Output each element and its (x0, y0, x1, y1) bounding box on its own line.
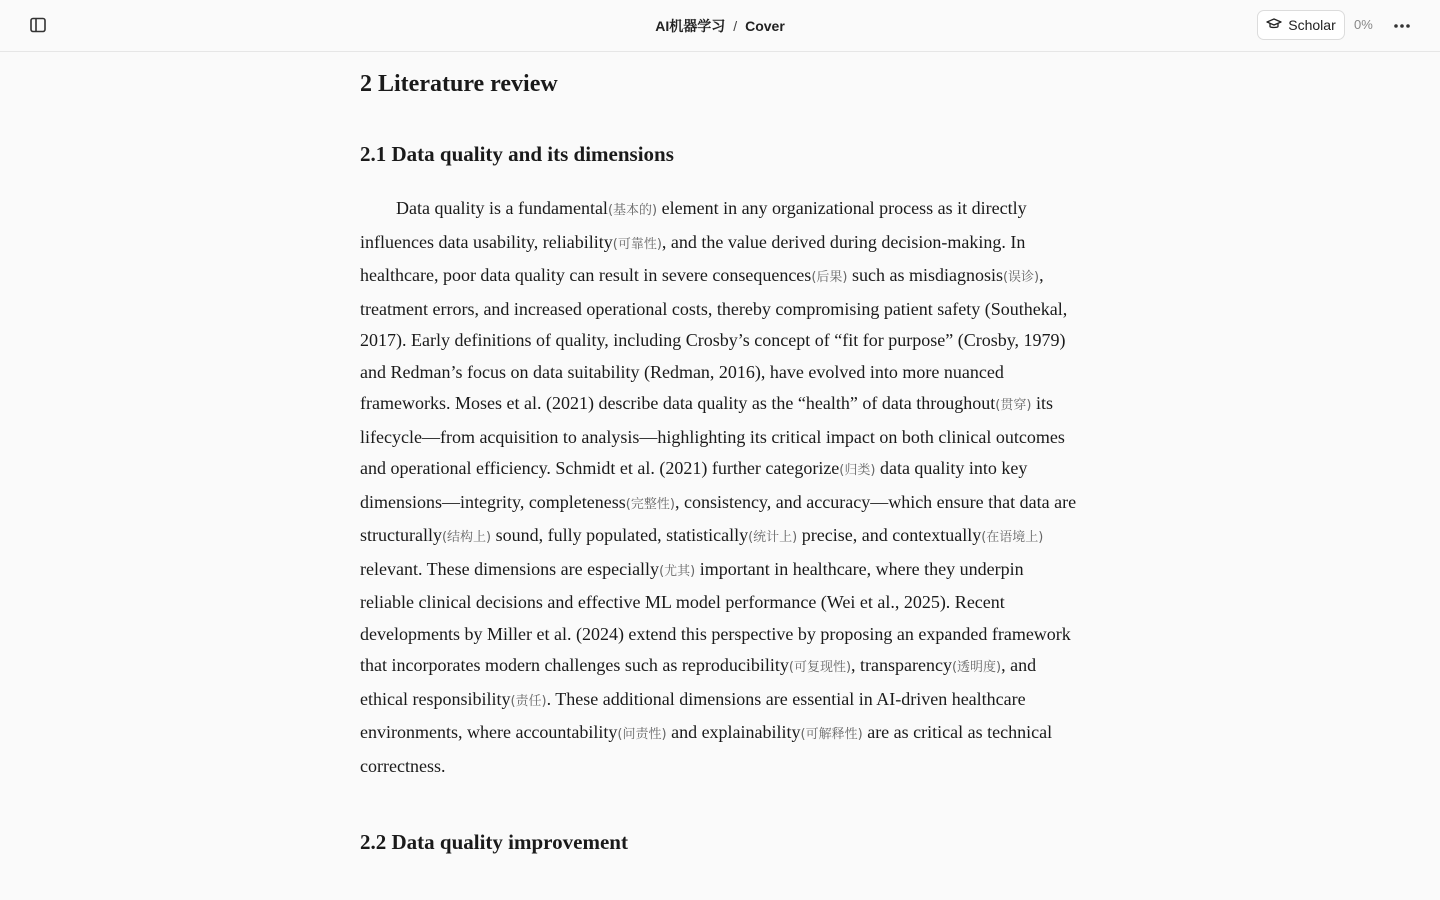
reading-progress: 0% (1354, 17, 1373, 32)
paragraph-text: precise, and contextually (797, 525, 982, 545)
translation-gloss[interactable]: (可复现性) (788, 660, 852, 675)
paragraph-text: , transparency (851, 655, 952, 675)
top-bar (0, 0, 1440, 52)
translation-gloss[interactable]: (可解释性) (800, 727, 863, 742)
paragraph-text: its lifecycle—from acquisition to analysis—highlighting its critical impact on both clinical outcomes and operational efficiency. Schmidt et al. (2021) further categorize (360, 393, 1065, 478)
paragraph-text: , consistency, and accuracy—which ensure that data are structurally (360, 491, 1077, 545)
section-heading-2-2: 2.2 Data quality improvement (360, 830, 628, 854)
breadcrumb (0, 16, 1440, 36)
breadcrumb-separator: / (733, 18, 738, 34)
translation-gloss[interactable]: (误诊) (1002, 270, 1040, 285)
paragraph-text: are as critical as technical correctness. (360, 722, 1053, 776)
more-horizontal-icon[interactable] (1391, 15, 1413, 37)
translation-gloss[interactable]: (统计上) (748, 530, 798, 545)
translation-gloss[interactable]: (归类) (839, 463, 876, 478)
section-heading-2-1: 2.1 Data quality and its dimensions (360, 142, 674, 166)
graduation-cap-icon (1266, 16, 1282, 35)
paragraph-text: relevant. These dimensions are especially (360, 558, 660, 579)
breadcrumb-page[interactable]: Cover (745, 18, 785, 34)
translation-gloss[interactable]: (后果) (811, 270, 848, 285)
paragraph-text: important in healthcare, where they underpin reliable clinical decisions and effective ML model performance (Wei et al., 2025). Recent developments by Miller et al. (2024) extend this perspective by proposing an expanded framework that incorporates modern challenges such as reproducibility (360, 558, 1071, 675)
translation-gloss[interactable]: (在语境上) (981, 530, 1044, 545)
scholar-label: Scholar (1288, 17, 1336, 33)
paragraph-text: element in any organizational process as it directly influences data usability, reliability (360, 198, 1027, 252)
paragraph-text: , and the value derived during decision-making. In healthcare, poor data quality can result in severe consequences (360, 231, 1026, 285)
paragraph-text: , treatment errors, and increased operational costs, thereby compromising patient safety (Southekal, 2017). Early definitions of quality, including Crosby’s concept of “fit for purpose” (Crosby, 1979) and Redman’s focus on data suitability (Redman, 2016), have evolved into more nuanced frameworks. Moses et al. (2021) describe data quality as the “health” of data throughout (360, 265, 1068, 413)
paragraph-text: . These additional dimensions are essential in AI-driven healthcare environments, where accountability (360, 688, 1026, 742)
translation-gloss[interactable]: (完整性) (625, 496, 675, 512)
translation-gloss[interactable]: (可靠性) (612, 236, 662, 252)
body-paragraph (360, 193, 1080, 782)
translation-gloss[interactable]: (透明度) (951, 660, 1002, 675)
paragraph-text: , and ethical responsibility (360, 655, 1037, 709)
paragraph-text: such as misdiagnosis (847, 265, 1003, 285)
translation-gloss[interactable]: (责任) (510, 693, 547, 709)
scholar-button[interactable] (1257, 10, 1345, 40)
translation-gloss[interactable]: (结构上) (441, 530, 492, 545)
paragraph-text: data quality into key dimensions—integrity, completeness (360, 458, 1028, 512)
paragraph-text: sound, fully populated, statistically (491, 525, 749, 545)
paragraph-text: and explainability (666, 722, 801, 742)
document-content (360, 52, 1080, 900)
translation-gloss[interactable]: (贯穿) (995, 398, 1032, 413)
breadcrumb-book[interactable]: AI机器学习 (655, 18, 726, 34)
paragraph-text: Data quality is a fundamental (396, 198, 608, 218)
translation-gloss[interactable]: (基本的) (607, 203, 658, 218)
translation-gloss[interactable]: (问责性) (617, 727, 667, 742)
translation-gloss[interactable]: (尤其) (659, 563, 696, 579)
chapter-heading: 2 Literature review (360, 71, 558, 97)
